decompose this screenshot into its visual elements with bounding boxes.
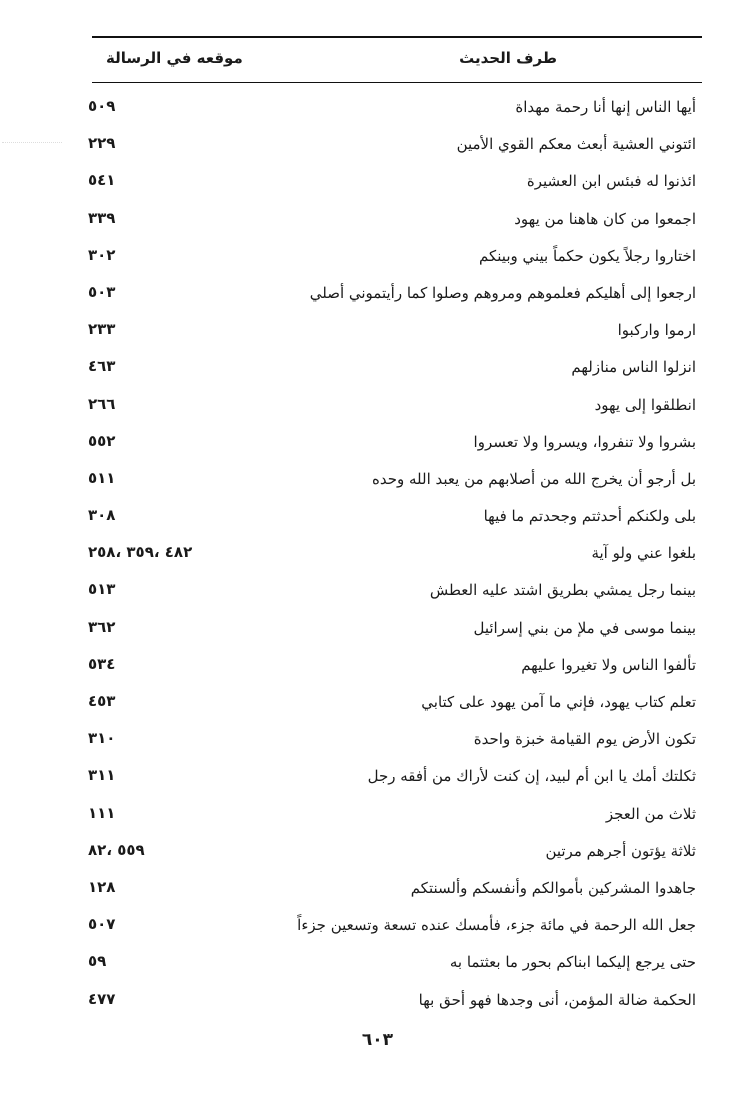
index-row bbox=[88, 572, 702, 609]
index-row bbox=[88, 833, 702, 870]
hadith-incipit: بشروا ولا تنفروا، ويسروا ولا تعسروا bbox=[473, 432, 696, 451]
index-row bbox=[88, 312, 702, 349]
location-page-refs: ٥٤١ bbox=[88, 171, 116, 190]
index-row bbox=[88, 721, 702, 758]
location-page-refs: ٥١٣ bbox=[88, 580, 116, 599]
index-row bbox=[88, 907, 702, 944]
hadith-column-heading: طرف الحديث bbox=[459, 49, 557, 67]
index-row bbox=[88, 201, 702, 238]
index-row bbox=[88, 796, 702, 833]
hadith-incipit: ثلاثة يؤتون أجرهم مرتين bbox=[545, 841, 696, 860]
hadith-incipit: اختاروا رجلاً يكون حكماً بيني وبينكم bbox=[479, 246, 696, 265]
hadith-incipit: حتى يرجع إليكما ابناكم بحور ما بعثتما به bbox=[449, 953, 696, 972]
location-page-refs: ٤٦٣ bbox=[88, 357, 116, 376]
hadith-incipit: جعل الله الرحمة في مائة جزء، فأمسك عنده تسعة وتسعين جزءاً bbox=[297, 916, 696, 935]
location-page-refs: ١٢٨ bbox=[88, 877, 116, 896]
location-page-refs: ٤٧٧ bbox=[88, 989, 116, 1008]
location-page-refs: ٥٥٩ ،٨٢ bbox=[88, 840, 145, 859]
hadith-incipit: ارجعوا إلى أهليكم فعلموهم ومروهم وصلوا كما رأيتموني أصلي bbox=[309, 283, 696, 302]
hadith-incipit: ائتوني العشية أبعث معكم القوي الأمين bbox=[456, 135, 696, 154]
index-row bbox=[88, 498, 702, 535]
index-header bbox=[92, 38, 702, 83]
index-row bbox=[88, 944, 702, 981]
location-page-refs: ٤٥٣ bbox=[88, 692, 116, 710]
index-row bbox=[88, 387, 702, 424]
index-row bbox=[88, 238, 702, 275]
index-row bbox=[88, 870, 702, 907]
location-page-refs: ٥٠٧ bbox=[88, 915, 116, 934]
location-page-refs: ٤٨٢ ،٣٥٩ ،٢٥٨ bbox=[88, 543, 193, 562]
location-page-refs: ٥٠٣ bbox=[88, 282, 116, 301]
index-row bbox=[88, 610, 702, 647]
location-column-heading: موقعه في الرسالة bbox=[106, 49, 243, 67]
location-page-refs: ٥٠٩ bbox=[88, 97, 116, 115]
location-page-refs: ٣٦٢ bbox=[88, 617, 116, 636]
index-row bbox=[88, 535, 702, 572]
index-rows bbox=[88, 89, 702, 1019]
location-page-refs: ١١١ bbox=[88, 803, 116, 822]
location-page-refs: ٣١١ bbox=[88, 766, 116, 785]
index-row bbox=[88, 349, 702, 386]
index-row bbox=[88, 424, 702, 461]
hadith-incipit: الحكمة ضالة المؤمن، أنى وجدها فهو أحق بها bbox=[418, 990, 696, 1009]
location-page-refs: ٥٣٤ bbox=[88, 654, 116, 673]
index-row bbox=[88, 684, 702, 721]
location-page-refs: ٣٣٩ bbox=[88, 208, 116, 227]
hadith-incipit: جاهدوا المشركين بأموالكم وأنفسكم وألسنتكم bbox=[410, 878, 696, 897]
hadith-incipit: بينما موسى في ملإ من بني إسرائيل bbox=[473, 618, 696, 637]
hadith-incipit: بلى ولكنكم أحدثتم وجحدتم ما فيها bbox=[483, 507, 696, 526]
index-row bbox=[88, 275, 702, 312]
hadith-incipit: بينما رجل يمشي بطريق اشتد عليه العطش bbox=[429, 581, 696, 600]
location-page-refs: ٢٣٣ bbox=[88, 320, 116, 339]
hadith-incipit: تكون الأرض يوم القيامة خبزة واحدة bbox=[473, 730, 696, 749]
hadith-incipit: بلغوا عني ولو آية bbox=[591, 544, 696, 563]
location-page-refs: ٣٠٢ bbox=[88, 245, 116, 264]
index-row bbox=[88, 89, 702, 126]
location-page-refs: ٣١٠ bbox=[88, 729, 116, 748]
index-row bbox=[88, 461, 702, 498]
index-row bbox=[88, 758, 702, 795]
hadith-incipit: ثكلتك أمك يا ابن أم لبيد، إن كنت لأراك من أفقه رجل bbox=[367, 767, 696, 786]
index-row bbox=[88, 126, 702, 163]
location-page-refs: ٥٥٢ bbox=[88, 431, 116, 450]
location-page-refs: ٣٠٨ bbox=[88, 506, 116, 525]
index-row bbox=[88, 163, 702, 200]
hadith-incipit: تألفوا الناس ولا تغيروا عليهم bbox=[521, 655, 696, 674]
hadith-incipit: اجمعوا من كان هاهنا من يهود bbox=[514, 209, 696, 228]
hadith-incipit: ارموا واركبوا bbox=[617, 321, 696, 340]
hadith-incipit: انطلقوا إلى يهود bbox=[594, 395, 696, 414]
index-row bbox=[88, 982, 702, 1019]
index-row bbox=[88, 647, 702, 684]
margin-specks bbox=[2, 142, 62, 153]
hadith-incipit: ائذنوا له فبئس ابن العشيرة bbox=[526, 172, 696, 191]
hadith-incipit: انزلوا الناس منازلهم bbox=[571, 358, 696, 377]
hadith-incipit: ثلاث من العجز bbox=[605, 804, 696, 823]
hadith-incipit: أيها الناس إنها أنا رحمة مهداة bbox=[515, 98, 696, 116]
location-page-refs: ٥١١ bbox=[88, 468, 116, 487]
location-page-refs: ٢٢٩ bbox=[88, 134, 116, 153]
location-page-refs: ٥٩ bbox=[88, 952, 107, 971]
page-number: ٦٠٣ bbox=[361, 1030, 394, 1050]
hadith-incipit: تعلم كتاب يهود، فإني ما آمن يهود على كتابي bbox=[421, 693, 696, 711]
hadith-incipit: بل أرجو أن يخرج الله من أصلابهم من يعبد الله وحده bbox=[371, 469, 696, 488]
location-page-refs: ٢٦٦ bbox=[88, 394, 116, 413]
